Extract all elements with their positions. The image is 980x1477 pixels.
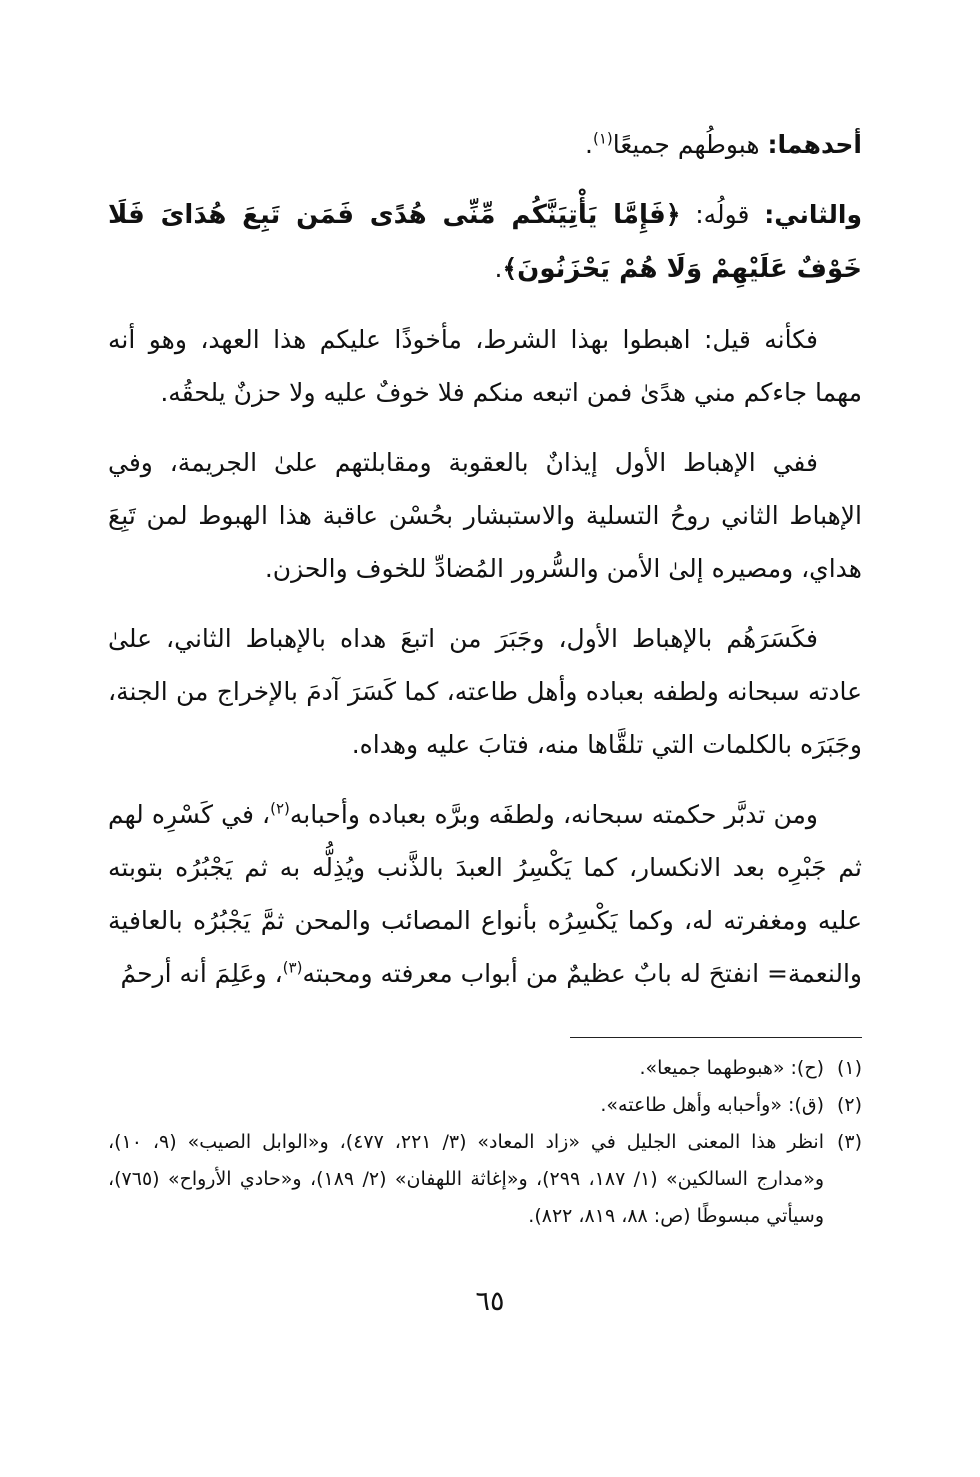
footnote-2: [108, 1087, 862, 1124]
footnote-2-number: (٢): [836, 1094, 862, 1116]
paragraph-6-part-a: ومن تدبَّر حكمته سبحانه، ولطفَه وبرَّه بعباده وأحبابه: [289, 800, 818, 829]
paragraph-5: فكَسَرَهُم بالإهباط الأول، وجَبَرَ من اتبعَ هداه بالإهباط الثاني، علىٰ عادته سبحانه ولطفه بعباده وأهل طاعته، كما كَسَرَ آدمَ بالإخراج من الجنة، وجَبَرَه بالكلمات التي تلقَّاها منه، فتابَ عليه وهداه.: [108, 624, 862, 759]
paragraph-6-part-b: ، في كَسْرِه لهم ثم جَبْرِه بعد الانكسار، كما يَكْسِرُ العبدَ بالذَّنب ويُذِلُّه به ثم يَجْبُرُه بتوبته عليه ومغفرته له، وكما يَكْسِرُه بأنواع المصائب والمحن ثمَّ يَجْبُرُه بالعافية والنعمة= انفتحَ له بابٌ عظيمٌ من أبواب معرفته ومحبته: [108, 800, 862, 988]
paragraph-1-lead: أحدهما:: [767, 130, 862, 159]
footnote-1-number: (١): [836, 1057, 862, 1079]
footnotes: [108, 1050, 862, 1235]
paragraph-2-end: .: [494, 254, 503, 283]
paragraph-6-part-c: ، وعَلِمَ أنه أرحمُ: [120, 959, 283, 988]
footnote-1: [108, 1050, 862, 1087]
paragraph-2: [108, 188, 862, 296]
footnote-1-text: (ح): «هبوطهما جميعا».: [639, 1057, 824, 1079]
paragraph-2-lead: والثاني:: [764, 200, 863, 229]
footnote-ref-1: (١): [592, 129, 613, 148]
page-number: ٦٥: [475, 1286, 505, 1317]
paragraph-2-intro: قولُه:: [695, 200, 750, 229]
quran-verse: فَإِمَّا يَأْتِيَنَّكُم مِّنِّى هُدًى فَمَن تَبِعَ هُدَاىَ فَلَا خَوْفٌ عَلَيْهِمْ وَلَا هُمْ يَحْزَنُونَ: [108, 200, 862, 284]
quran-brace-close: ﴾: [502, 254, 518, 283]
quran-brace-open: ﴿: [665, 200, 681, 229]
footnote-ref-2: (٢): [270, 799, 290, 818]
paragraph-1-end: .: [585, 130, 593, 159]
paragraph-1-text: هبوطُهم جميعًا: [612, 130, 760, 159]
main-text: [108, 118, 862, 1017]
paragraph-4: ففي الإهباط الأول إيذانٌ بالعقوبة ومقابلتهم علىٰ الجريمة، وفي الإهباط الثاني روحُ التسلية والاستبشار بحُسْن عاقبة هذا الهبوط لمن تَبِعَ هداي، ومصيره إلىٰ الأمن والسُّرور المُضادِّ للخوف والحزن.: [108, 448, 862, 583]
footnote-3-text: انظر هذا المعنى الجليل في «زاد المعاد» (٣/ ٢٢١، ٤٧٧)، و«الوابل الصيب» (٩، ١٠)، و«مدارج السالكين» (١/ ١٨٧، ٢٩٩)، و«إغاثة اللهفان» (٢/ ١٨٩)، و«حادي الأرواح» (٧٦٥)، وسيأتي مبسوطًا (ص: ٨٨، ٨١٩، ٨٢٢).: [108, 1131, 824, 1227]
paragraph-3: فكأنه قيل: اهبطوا بهذا الشرط، مأخوذًا عليكم هذا العهد، وهو أنه مهما جاءكم مني هدًىٰ فمن اتبعه منكم فلا خوفٌ عليه ولا حزنٌ يلحقُه.: [108, 325, 862, 407]
paragraph-6: [108, 788, 862, 1000]
footnote-3: [108, 1124, 862, 1235]
footnote-divider: [570, 1037, 862, 1038]
footnote-3-number: (٣): [836, 1131, 862, 1153]
footnote-ref-3: (٣): [282, 958, 303, 977]
footnote-2-text: (ق): «وأحبابه وأهل طاعته».: [600, 1094, 824, 1116]
paragraph-1: [108, 118, 862, 171]
